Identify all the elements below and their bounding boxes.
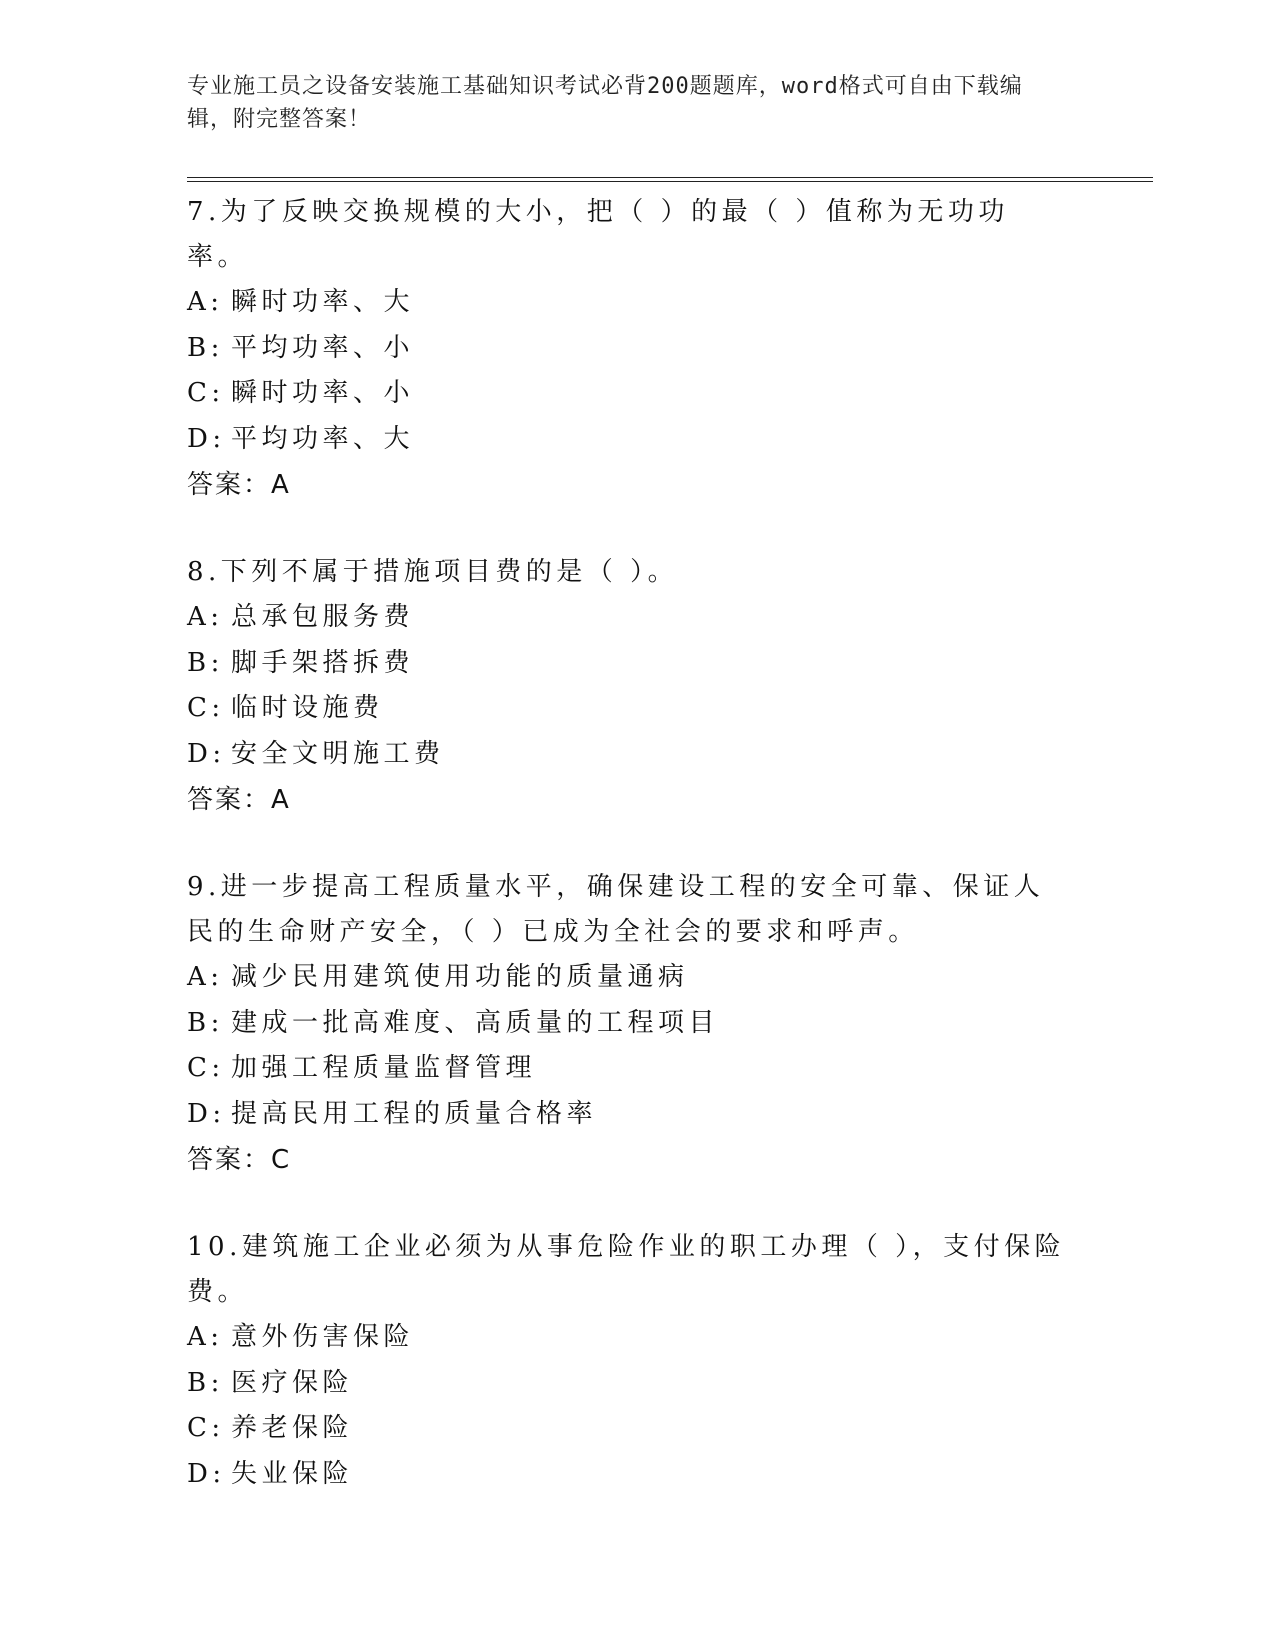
- question-list: [187, 190, 1067, 1539]
- answer-line: 答案：A: [187, 785, 291, 815]
- option-key: D:: [187, 738, 226, 769]
- option-key: B:: [187, 1007, 224, 1038]
- option-c: [187, 686, 1067, 732]
- option-d: [187, 1452, 1067, 1498]
- option-text: 瞬时功率、大: [231, 287, 415, 317]
- option-text: 减少民用建筑使用功能的质量通病: [231, 962, 689, 992]
- option-a: [187, 595, 1067, 641]
- option-c: [187, 1406, 1067, 1452]
- option-d: [187, 732, 1067, 778]
- question-stem: 10.建筑施工企业必须为从事危险作业的职工办理（ ），支付保险费。: [187, 1232, 1066, 1307]
- option-b: [187, 1361, 1067, 1407]
- question-stem: 7.为了反映交换规模的大小，把（ ）的最（ ）值称为无功功率。: [187, 197, 1009, 272]
- option-text: 脚手架搭拆费: [231, 647, 415, 678]
- option-key: C:: [187, 693, 225, 723]
- option-text: 建成一批高难度、高质量的工程项目: [231, 1007, 720, 1038]
- option-key: D:: [187, 1458, 226, 1489]
- header-divider-bottom: [187, 181, 1153, 182]
- option-c: [187, 371, 1067, 417]
- header-divider-top: [187, 177, 1153, 178]
- answer-line: 答案：C: [187, 1145, 292, 1175]
- option-text: 安全文明施工费: [231, 738, 445, 769]
- option-a: [187, 955, 1067, 1001]
- option-text: 失业保险: [231, 1458, 354, 1489]
- option-key: A:: [187, 1322, 224, 1352]
- option-text: 瞬时功率、小: [231, 378, 415, 408]
- option-text: 提高民用工程的质量合格率: [231, 1098, 598, 1129]
- option-key: A:: [187, 602, 224, 632]
- question-10: [187, 1225, 1067, 1497]
- option-text: 养老保险: [231, 1413, 354, 1443]
- option-key: C:: [187, 378, 225, 408]
- option-c: [187, 1046, 1067, 1092]
- option-key: A:: [187, 287, 224, 317]
- option-key: C:: [187, 1053, 225, 1083]
- option-text: 意外伤害保险: [231, 1322, 415, 1352]
- question-stem: 9.进一步提高工程质量水平，确保建设工程的安全可靠、保证人民的生命财产安全，（ ）已成为全社会的要求和呼声。: [187, 872, 1045, 947]
- option-b: [187, 641, 1067, 687]
- option-key: B:: [187, 332, 224, 363]
- option-key: D:: [187, 423, 226, 454]
- answer-line: 答案：A: [187, 470, 291, 500]
- question-9: [187, 865, 1067, 1183]
- option-key: B:: [187, 647, 224, 678]
- option-a: [187, 1315, 1067, 1361]
- option-text: 加强工程质量监督管理: [231, 1053, 537, 1083]
- option-text: 平均功率、小: [231, 332, 415, 363]
- option-key: B:: [187, 1367, 224, 1398]
- option-b: [187, 326, 1067, 372]
- option-a: [187, 280, 1067, 326]
- option-b: [187, 1001, 1067, 1047]
- option-key: D:: [187, 1098, 226, 1129]
- option-text: 平均功率、大: [231, 423, 415, 454]
- option-text: 临时设施费: [231, 693, 384, 723]
- question-stem: 8.下列不属于措施项目费的是（ ）。: [187, 557, 679, 587]
- option-d: [187, 417, 1067, 463]
- question-7: [187, 190, 1067, 508]
- option-text: 总承包服务费: [231, 602, 415, 632]
- document-header: 专业施工员之设备安装施工基础知识考试必背200题题库，word格式可自由下载编辑，附完整答案！: [187, 74, 1023, 132]
- option-key: C:: [187, 1413, 225, 1443]
- option-key: A:: [187, 962, 224, 992]
- option-text: 医疗保险: [231, 1367, 354, 1398]
- option-d: [187, 1092, 1067, 1138]
- question-8: [187, 550, 1067, 823]
